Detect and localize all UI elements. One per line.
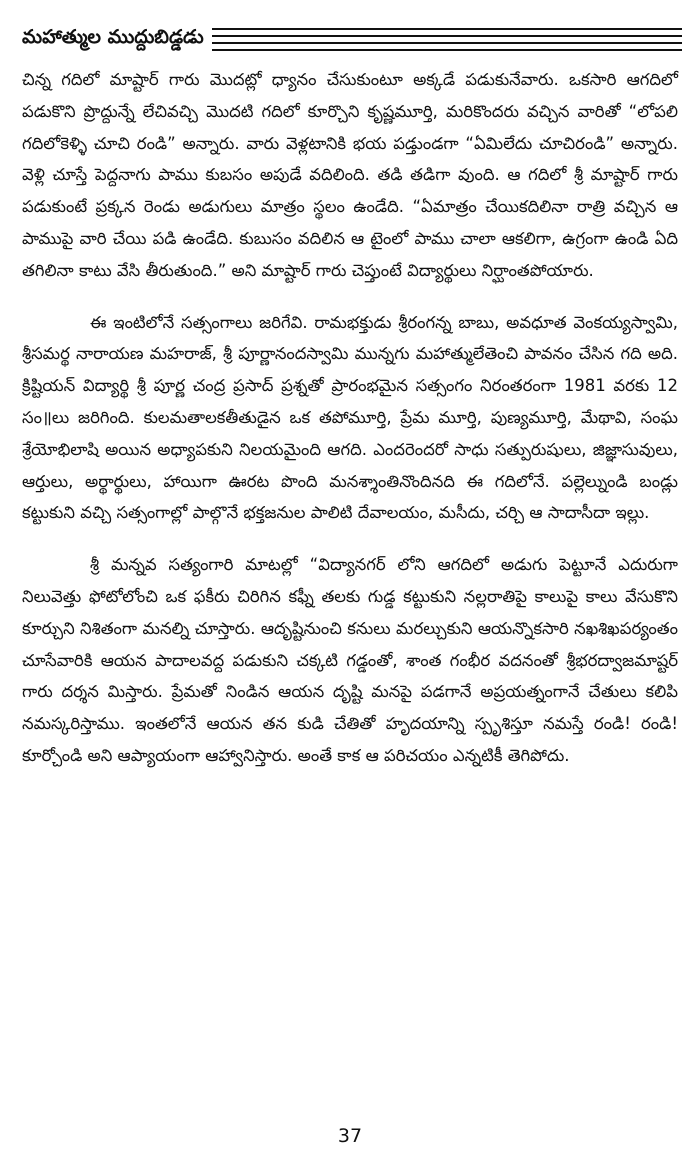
header-rule-lines	[212, 26, 682, 56]
header-rule	[212, 28, 682, 30]
header-rule	[212, 35, 682, 37]
header-rule	[212, 42, 682, 44]
paragraph: ఈ ఇంటిలోనే సత్సంగాలు జరిగేవి. రామభక్తుడు శ్రీరంగన్న బాబు, అవధూత వెంకయ్యస్వామి, శ్రీసమర్థ నారాయణ మహరాజ్, శ్రీ పూర్ణానందస్వామి మున్నగు మహాత్ములేతెంచి పావనం చేసిన గది అది. క్రిష్టియన్ విద్యార్థి శ్రీ పూర్ణ చంద్ర ప్రసాద్ ప్రశ్నతో ప్రారంభమైన సత్సంగం నిరంతరంగా 1981 వరకు 12 సం॥లు జరిగింది. కులమతాలకతీతుడైన ఒక తపోమూర్తి, ప్రేమ మూర్తి, పుణ్యమూర్తి, మేథావి, సంఘ శ్రేయోభిలాషి అయిన అధ్యాపకుని నిలయమైంది ఆగది. ఎందరెందరో సాధు సత్పురుషులు, జిజ్ఞాసువులు, ఆర్తులు, అర్థార్థులు, హాయిగా ఊరట పొంది మనశ్శాంతినొందినది ఈ గదిలోనే. పల్లెల్నుండి బండ్లు కట్టుకుని వచ్చి సత్సంగాల్లో పాల్గొనే భక్తజనుల పాలిటి దేవాలయం, మసీదు, చర్చి ఆ సాదాసీదా ఇల్లు.	[22, 312, 678, 523]
paragraph: శ్రీ మన్నవ సత్యంగారి మాటల్లో “విద్యానగర్ లోని ఆగదిలో అడుగు పెట్టూనే ఎదురుగా నిలువెత్తు ఫోటోలోంచి ఒక ఫకీరు చిరిగిన కఫ్నీ తలకు గుడ్డ కట్టుకుని నల్లరాతిపై కాలుపై కాలు వేసుకొని కూర్చుని నిశితంగా మనల్ని చూస్తారు. ఆదృష్టినుంచి కనులు మరల్చుకుని ఆయన్నొకసారి నఖశిఖపర్యంతం చూసేవారికి ఆయన పాదాలవద్ద పడుకుని చక్కటి గడ్డంతో, శాంత గంభీర వదనంతో శ్రీభరద్వాజమాష్టర్ గారు దర్శన మిస్తారు. ప్రేమతో నిండిన ఆయన దృష్టి మనపై పడగానే అప్రయత్నంగానే చేతులు కలిపి నమస్కరిస్తాము. ఇంతలోనే ఆయన తన కుడి చేతితో హృదయాన్ని స్పృశిస్తూ నమస్తే రండి! రండి! కూర్చోండి అని ఆప్యాయంగా ఆహ్వానిస్తారు. అంతే కాక ఆ పరిచయం ఎన్నటికీ తెగిపోదు.	[22, 555, 678, 765]
page-number: 37	[337, 1125, 363, 1147]
running-header	[22, 22, 682, 58]
paragraph: చిన్న గదిలో మాష్టార్ గారు మొదట్లో ధ్యానం చేసుకుంటూ అక్కడే పడుకునేవారు. ఒకసారి ఆగదిలో పడుకొని ప్రొద్దున్నే లేచివచ్చి మొదటి గదిలో కూర్చొని కృష్ణమూర్తి, మరికొందరు వచ్చిన వారితో “లోపలి గదిలోకెళ్ళి చూచి రండి” అన్నారు. వారు వెళ్లటానికి భయ పడ్తుండగా “ఏమిలేదు చూచిరండి” అన్నారు. వెళ్లి చూస్తే పెద్దనాగు పాము కుబసం అపుడే వదిలింది. తడి తడిగా వుంది. ఆ గదిలో శ్రీ మాష్టార్ గారు పడుకుంటే ప్రక్కన రెండు అడుగులు మాత్రం స్థలం ఉండేది. “ఏమాత్రం చేయికదిలినా రాత్రి వచ్చిన ఆ పాముపై వారి చేయి పడి ఉండేది. కుబుసం వదిలిన ఆ టైంలో పాము చాలా ఆకలిగా, ఉగ్రంగా ఉండి ఏది తగిలినా కాటు వేసి తీరుతుంది.” అని మాష్టార్ గారు చెప్తుంటే విద్యార్థులు నిర్ఘాంతపోయారు.	[22, 70, 678, 280]
header-rule	[212, 49, 682, 51]
running-title: మహాత్ముల ముద్దుబిడ్డడు	[22, 26, 204, 48]
body-text	[22, 64, 678, 792]
